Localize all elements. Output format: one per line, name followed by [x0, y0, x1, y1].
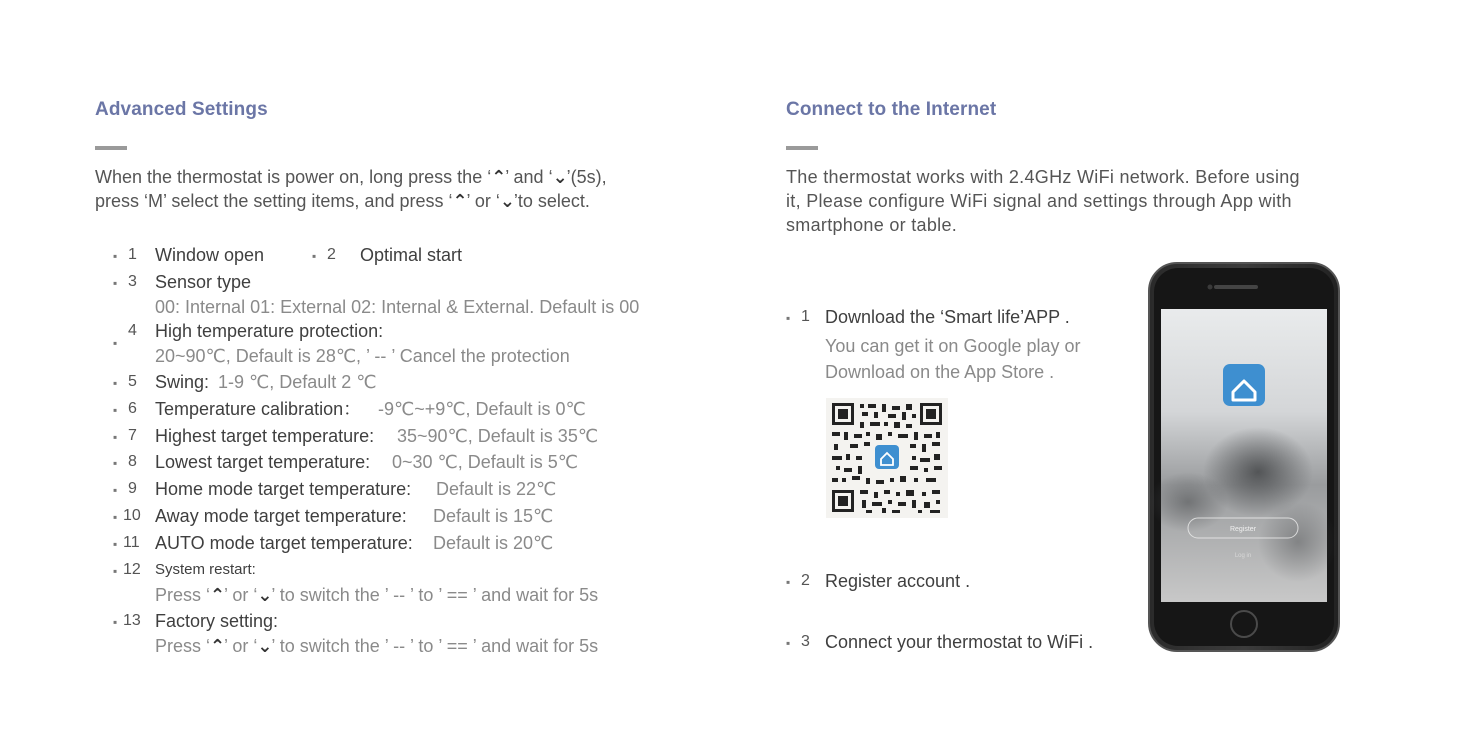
setting-swing: Swing:: [155, 372, 210, 392]
step-download-detail-line-2: Download on the App Store .: [825, 362, 1055, 382]
bullet: ▪: [113, 276, 118, 290]
step-number: 1: [801, 308, 810, 325]
item-number: 12: [123, 561, 141, 578]
setting-lowest-target-temp-detail: 0~30 ℃, Default is 5℃: [392, 452, 579, 472]
connect-internet-title: Connect to the Internet: [786, 99, 997, 120]
up-arrow-icon: ⌃: [210, 585, 226, 605]
step-number: 3: [801, 633, 810, 650]
setting-highest-target-temp-detail: 35~90℃, Default is 35℃: [397, 426, 599, 446]
item-number: 13: [123, 612, 141, 629]
setting-system-restart-detail: Press ‘⌃’ or ‘⌄’ to switch the ’ -- ’ to ’ == ’ and wait for 5s: [155, 585, 599, 605]
setting-temp-calibration-detail: -9℃~+9℃, Default is 0℃: [378, 399, 586, 419]
bullet: ▪: [113, 403, 118, 417]
setting-system-restart: System restart:: [155, 561, 256, 578]
down-arrow-icon: ⌄: [257, 636, 273, 656]
item-number: 11: [123, 534, 140, 551]
setting-optimal-start: Optimal start: [360, 245, 463, 265]
item-number: 6: [128, 400, 137, 417]
setting-swing-detail: 1-9 ℃, Default 2 ℃: [218, 372, 377, 392]
setting-home-mode-temp: Home mode target temperature:: [155, 479, 412, 499]
right-title-rule: [786, 146, 818, 150]
down-arrow-icon: ⌄: [257, 585, 273, 605]
down-arrow-icon: ⌄: [499, 191, 515, 211]
setting-away-mode-temp: Away mode target temperature:: [155, 506, 407, 526]
bullet: ▪: [113, 510, 118, 524]
smartphone-illustration: [1148, 262, 1340, 652]
advanced-settings-title: Advanced Settings: [95, 99, 268, 120]
setting-lowest-target-temp: Lowest target temperature:: [155, 452, 371, 472]
phone-register-button: Register: [1229, 526, 1257, 533]
up-arrow-icon: ⌃: [491, 167, 507, 187]
item-number: 8: [128, 453, 137, 470]
setting-factory-setting: Factory setting:: [155, 611, 279, 631]
advanced-intro-line-1: When the thermostat is power on, long press the ‘⌃’ and ‘⌄’(5s),: [95, 167, 607, 187]
step-register-account: Register account .: [825, 571, 971, 591]
connect-intro-line-3: smartphone or table.: [786, 215, 958, 235]
setting-auto-mode-temp-detail: Default is 20℃: [433, 533, 554, 553]
step-number: 2: [801, 572, 810, 589]
item-number: 3: [128, 273, 137, 290]
step-connect-wifi: Connect your thermostat to WiFi .: [825, 632, 1094, 652]
bullet: ▪: [113, 537, 118, 551]
phone-login-link: Log in: [1234, 553, 1252, 559]
connect-intro-line-2: it, Please configure WiFi signal and settings through App with: [786, 191, 1292, 211]
bullet: ▪: [113, 430, 118, 444]
setting-auto-mode-temp: AUTO mode target temperature:: [155, 533, 413, 553]
setting-factory-setting-detail: Press ‘⌃’ or ‘⌄’ to switch the ’ -- ’ to ’ == ’ and wait for 5s: [155, 636, 599, 656]
setting-sensor-type: Sensor type: [155, 272, 252, 292]
bullet: ▪: [312, 249, 317, 263]
advanced-intro-line-2: press ‘M’ select the setting items, and press ‘⌃’ or ‘⌄’to select.: [95, 191, 590, 211]
bullet: ▪: [113, 615, 118, 629]
step-download-app: Download the ‘Smart life’APP .: [825, 307, 1070, 327]
up-arrow-icon: ⌃: [210, 636, 226, 656]
setting-home-mode-temp-detail: Default is 22℃: [436, 479, 557, 499]
item-number: 2: [327, 246, 336, 263]
down-arrow-icon: ⌄: [552, 167, 568, 187]
bullet: ▪: [113, 336, 118, 350]
bullet: ▪: [113, 249, 118, 263]
bullet: ▪: [113, 483, 118, 497]
connect-intro-line-1: The thermostat works with 2.4GHz WiFi network. Before using: [786, 167, 1300, 187]
item-number: 10: [123, 507, 141, 524]
item-number: 9: [128, 480, 137, 497]
setting-highest-target-temp: Highest target temperature:: [155, 426, 375, 446]
qr-code-icon: [826, 398, 948, 518]
setting-sensor-type-detail: 00: Internal 01: External 02: Internal & External. Default is 00: [155, 297, 640, 317]
bullet: ▪: [113, 456, 118, 470]
up-arrow-icon: ⌃: [452, 191, 468, 211]
bullet: ▪: [786, 636, 791, 650]
item-number: 7: [128, 427, 137, 444]
setting-window-open: Window open: [155, 245, 265, 265]
setting-temp-calibration: Temperature calibration：: [155, 399, 362, 419]
bullet: ▪: [113, 564, 118, 578]
setting-high-temp-protection-detail: 20~90℃, Default is 28℃, ’ -- ’ Cancel the protection: [155, 346, 570, 366]
bullet: ▪: [786, 575, 791, 589]
setting-away-mode-temp-detail: Default is 15℃: [433, 506, 554, 526]
bullet: ▪: [113, 376, 118, 390]
setting-high-temp-protection: High temperature protection:: [155, 321, 384, 341]
item-number: 1: [128, 246, 137, 263]
item-number: 4: [128, 322, 137, 339]
left-title-rule: [95, 146, 127, 150]
bullet: ▪: [786, 311, 791, 325]
item-number: 5: [128, 373, 137, 390]
step-download-detail-line-1: You can get it on Google play or: [825, 336, 1081, 356]
